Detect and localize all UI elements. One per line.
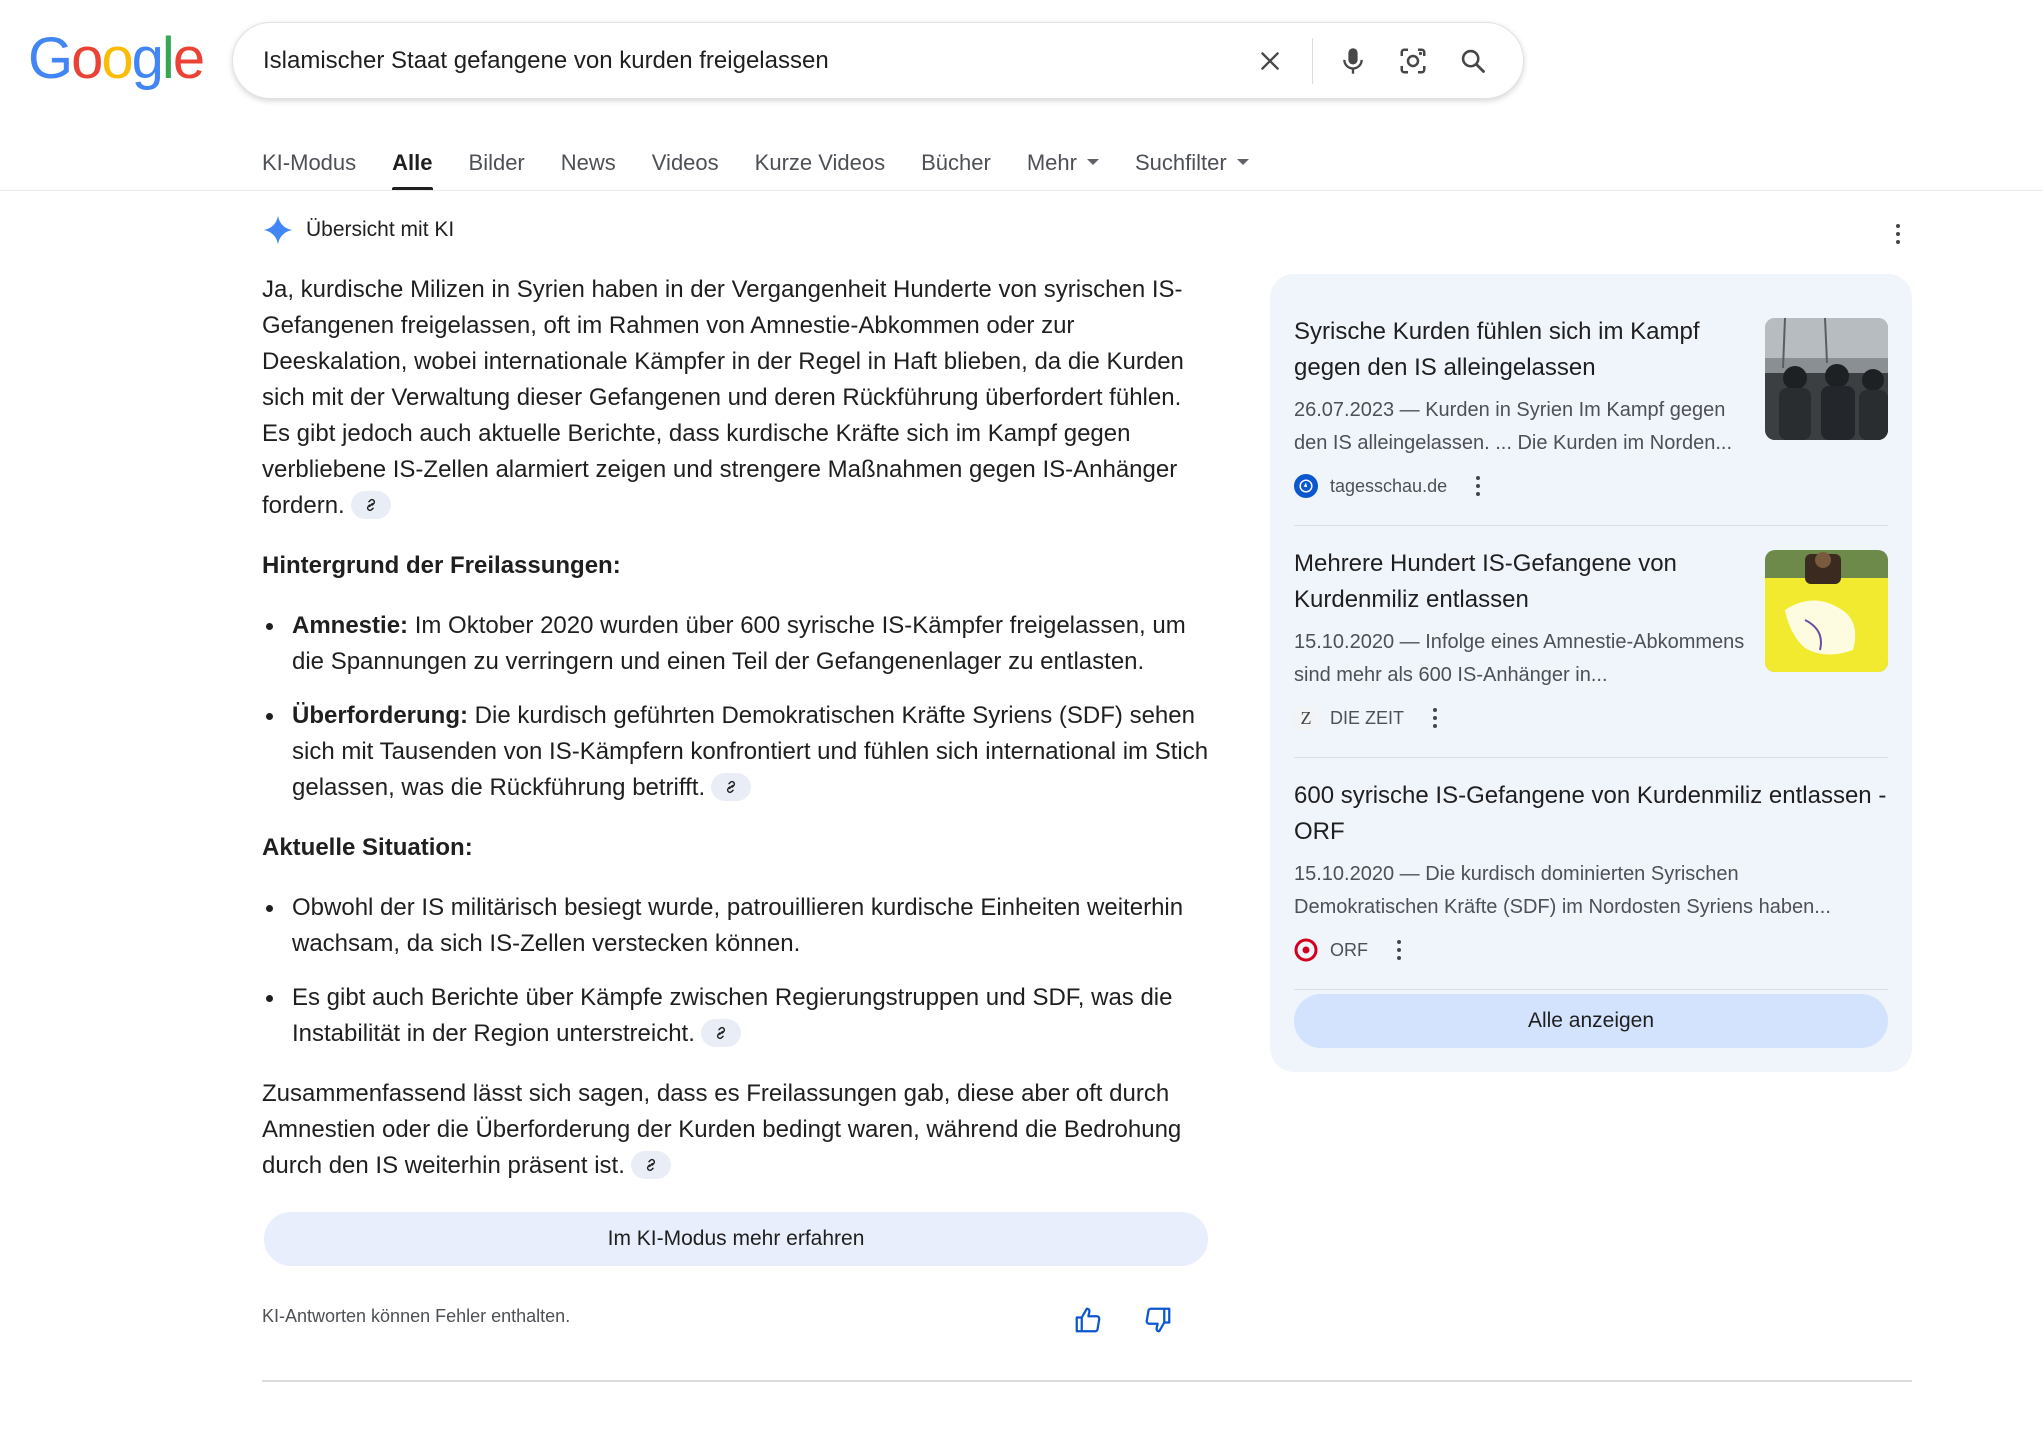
source-snippet: 26.07.2023 — Kurden in Syrien Im Kampf gegen den IS alleingelassen. ... Die Kurden im Norden... bbox=[1294, 399, 1733, 454]
list-item-bold: Amnestie: bbox=[292, 612, 409, 639]
tab-kurze-videos[interactable] bbox=[755, 150, 885, 190]
logo-letter: e bbox=[172, 26, 204, 91]
list-item-bold: Überforderung: bbox=[292, 702, 468, 729]
caret-down-icon bbox=[1237, 159, 1249, 165]
source-more-icon[interactable] bbox=[1424, 704, 1446, 732]
source-site: tagesschau.de bbox=[1330, 475, 1448, 496]
tabs-divider bbox=[0, 190, 2043, 191]
source-snippet: 15.10.2020 — Die kurdisch dominierten Syrischen Demokratischen Kräfte (SDF) im Nordosten Syriens haben... bbox=[1294, 863, 1831, 918]
zeit-favicon-icon: Z bbox=[1294, 706, 1318, 730]
section-list bbox=[262, 890, 1212, 1052]
ai-overview-title: Übersicht mit KI bbox=[306, 218, 455, 241]
source-title[interactable]: Mehrere Hundert IS-Gefangene von Kurdenmiliz entlassen bbox=[1294, 550, 1677, 613]
tab-buecher[interactable] bbox=[921, 150, 991, 190]
link-icon[interactable] bbox=[631, 1151, 671, 1179]
lens-icon[interactable] bbox=[1393, 41, 1433, 81]
source-meta bbox=[1294, 704, 1446, 732]
section-list bbox=[262, 608, 1212, 806]
google-logo[interactable] bbox=[28, 26, 204, 91]
mic-icon[interactable] bbox=[1333, 41, 1373, 81]
source-title[interactable]: Syrische Kurden fühlen sich im Kampf gegen den IS alleingelassen bbox=[1294, 318, 1700, 381]
source-more-icon[interactable] bbox=[1467, 472, 1489, 500]
list-item-text: Die kurdisch geführten Demokratischen Kräfte Syriens (SDF) sehen sich mit Tausenden von IS-Kämpfern konfrontiert und fühlen sich international im Stich gelassen, was die Rückführung betrifft. bbox=[292, 702, 1209, 801]
tab-label: Bilder bbox=[468, 150, 525, 175]
ai-overview-body bbox=[262, 272, 1212, 1208]
tab-suchfilter[interactable] bbox=[1135, 150, 1249, 190]
source-site: ORF bbox=[1330, 939, 1368, 960]
source-card[interactable] bbox=[1294, 294, 1888, 526]
logo-letter: o bbox=[101, 26, 132, 91]
list-item bbox=[262, 698, 1212, 806]
search-box[interactable] bbox=[232, 22, 1524, 99]
ai-intro-text: Ja, kurdische Milizen in Syrien haben in der Vergangenheit Hunderte von syrischen IS-Gefangenen freigelassen, oft im Rahmen von Amnestie-Abkommen oder zur Deeskalation, wobei internationale Kämpfer in der Regel in Haft blieben, da die Kurden sich mit der Verwaltung dieser Gefangenen und deren Rückführung überfordert fühlen. Es gibt jedoch auch aktuelle Berichte, dass kurdische Kräfte sich im Kampf gegen verbliebene IS-Zellen alarmiert zeigen und strengere Maßnahmen gegen IS-Anhänger fordern. bbox=[262, 276, 1184, 519]
ai-summary-text: Zusammenfassend lässt sich sagen, dass es Freilassungen gab, diese aber oft durch Amnestien oder die Überforderung der Kurden bedingt waren, während die Bedrohung durch den IS weiterhin präsent ist. bbox=[262, 1080, 1182, 1179]
list-item-text: Obwohl der IS militärisch besiegt wurde, patrouillieren kurdische Einheiten weiterhin wachsam, da sich IS-Zellen verstecken können. bbox=[292, 894, 1184, 957]
ai-summary bbox=[262, 1076, 1212, 1184]
sources-panel bbox=[1270, 274, 1912, 1072]
source-snippet: 15.10.2020 — Infolge eines Amnestie-Abkommens sind mehr als 600 IS-Anhänger in... bbox=[1294, 631, 1745, 686]
search-tabs bbox=[262, 146, 1285, 190]
tab-label: Bücher bbox=[921, 150, 991, 175]
logo-letter: G bbox=[28, 26, 72, 91]
section-heading: Aktuelle Situation: bbox=[262, 834, 473, 861]
source-more-icon[interactable] bbox=[1388, 936, 1410, 964]
tab-label: Mehr bbox=[1026, 150, 1077, 175]
source-card[interactable] bbox=[1294, 758, 1888, 990]
caret-down-icon bbox=[1087, 159, 1099, 165]
source-site: DIE ZEIT bbox=[1330, 707, 1405, 728]
ai-disclaimer: KI-Antworten können Fehler enthalten. bbox=[262, 1306, 571, 1326]
ki-modus-more-button[interactable]: Im KI-Modus mehr erfahren bbox=[264, 1212, 1208, 1266]
close-icon[interactable] bbox=[1250, 41, 1290, 81]
gemini-sparkle-icon bbox=[262, 214, 294, 246]
logo-letter: g bbox=[131, 26, 162, 91]
logo-letter: l bbox=[161, 26, 173, 91]
link-icon[interactable] bbox=[701, 1019, 741, 1047]
source-card[interactable] bbox=[1294, 526, 1888, 758]
tab-label: Kurze Videos bbox=[754, 150, 886, 175]
link-icon[interactable] bbox=[351, 491, 391, 519]
search-input[interactable]: Islamischer Staat gefangene von kurden freigelassen bbox=[263, 46, 829, 74]
list-item bbox=[262, 980, 1212, 1052]
ai-intro bbox=[262, 272, 1212, 524]
source-title[interactable]: 600 syrische IS-Gefangene von Kurdenmiliz entlassen - ORF bbox=[1294, 782, 1887, 845]
tab-label: Suchfilter bbox=[1134, 150, 1227, 175]
source-thumbnail[interactable] bbox=[1765, 550, 1888, 672]
tab-label: Videos bbox=[651, 150, 719, 175]
tab-ki-modus[interactable] bbox=[262, 150, 356, 190]
source-thumbnail[interactable] bbox=[1765, 318, 1888, 440]
link-icon[interactable] bbox=[711, 773, 751, 801]
logo-letter: o bbox=[71, 26, 102, 91]
source-meta bbox=[1294, 472, 1489, 500]
orf-favicon-icon bbox=[1294, 938, 1318, 962]
thumbs-up-icon[interactable] bbox=[1068, 1300, 1108, 1340]
list-item-text: Im Oktober 2020 wurden über 600 syrische IS-Kämpfer freigelassen, um die Spannungen zu verringern und einen Teil der Gefangenenlager zu entlasten. bbox=[292, 612, 1186, 675]
section-heading: Hintergrund der Freilassungen: bbox=[262, 552, 621, 579]
show-all-button[interactable]: Alle anzeigen bbox=[1294, 994, 1888, 1048]
tab-alle[interactable] bbox=[392, 150, 432, 190]
tab-videos[interactable] bbox=[652, 150, 719, 190]
tab-label: Alle bbox=[392, 150, 433, 175]
more-options-icon[interactable] bbox=[1884, 220, 1912, 248]
tab-bilder[interactable] bbox=[469, 150, 525, 190]
search-icon[interactable] bbox=[1453, 41, 1493, 81]
tagesschau-favicon-icon bbox=[1294, 474, 1318, 498]
source-meta bbox=[1294, 936, 1410, 964]
section-divider bbox=[262, 1380, 1912, 1382]
tab-label: News bbox=[560, 150, 616, 175]
tab-mehr[interactable] bbox=[1027, 150, 1099, 190]
ai-overview-header bbox=[262, 214, 454, 246]
list-item bbox=[262, 608, 1212, 680]
search-divider bbox=[1312, 38, 1313, 84]
list-item-text: Es gibt auch Berichte über Kämpfe zwischen Regierungstruppen und SDF, was die Instabilität in der Region unterstreicht. bbox=[292, 984, 1173, 1047]
thumbs-down-icon[interactable] bbox=[1138, 1300, 1178, 1340]
tab-news[interactable] bbox=[561, 150, 616, 190]
tab-label: KI-Modus bbox=[262, 150, 357, 175]
list-item bbox=[262, 890, 1212, 962]
